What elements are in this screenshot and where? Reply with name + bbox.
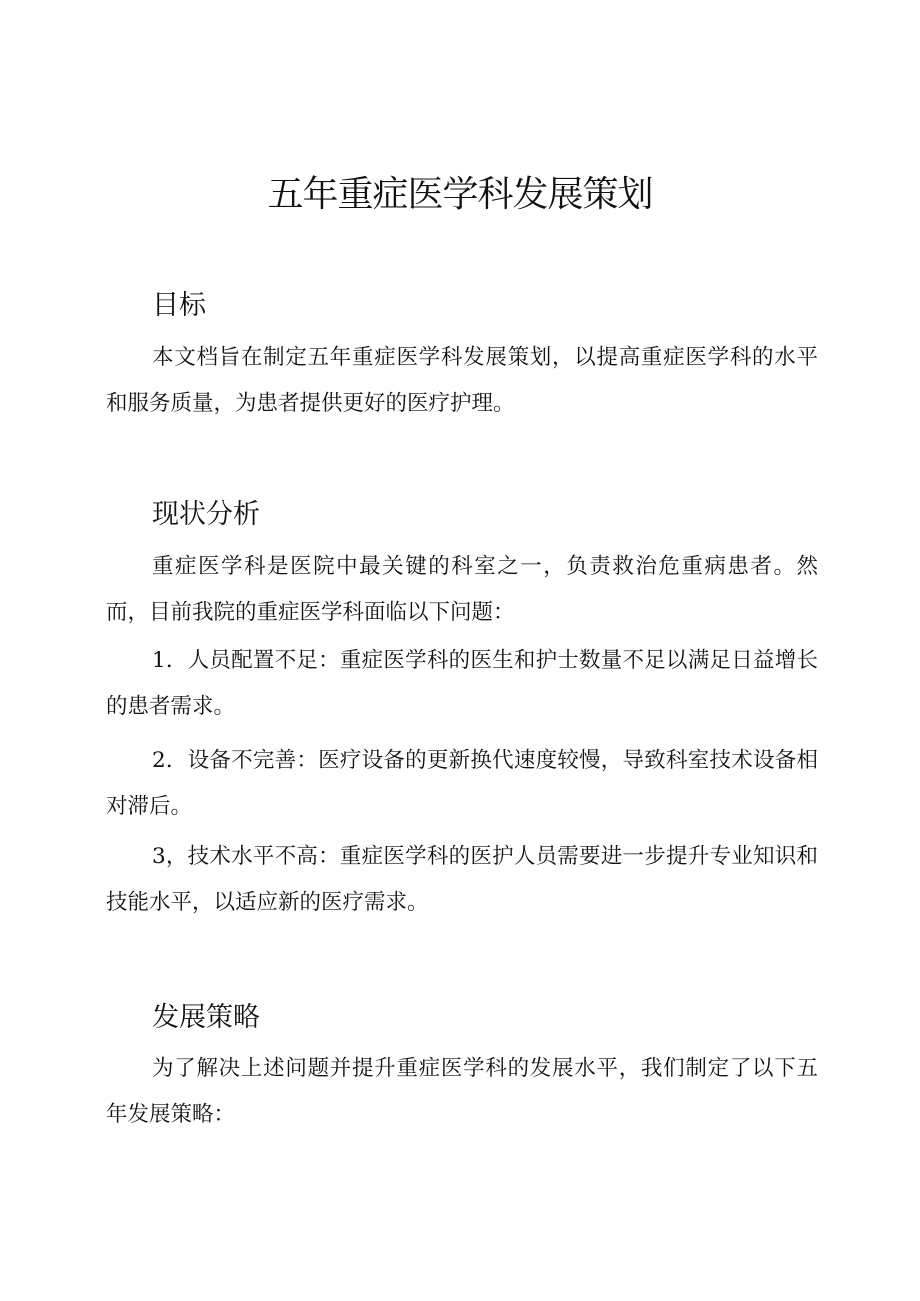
list-item-equipment: 2．设备不完善：医疗设备的更新换代速度较慢，导致科室技术设备相对滞后。 bbox=[106, 748, 818, 819]
section-heading-goal: 目标 bbox=[152, 290, 206, 321]
document-title: 五年重症医学科发展策划 bbox=[267, 174, 653, 215]
strategy-intro-paragraph: 为了解决上述问题并提升重症医学科的发展水平，我们制定了以下五年发展策略： bbox=[106, 1056, 818, 1127]
goal-paragraph: 本文档旨在制定五年重症医学科发展策划，以提高重症医学科的水平和服务质量，为患者提供更好的医疗护理。 bbox=[106, 345, 818, 416]
status-intro-paragraph: 重症医学科是医院中最关键的科室之一，负责救治危重病患者。然而，目前我院的重症医学科面临以下问题： bbox=[106, 554, 818, 625]
section-heading-strategy: 发展策略 bbox=[152, 1002, 260, 1033]
section-heading-status-analysis: 现状分析 bbox=[152, 499, 260, 530]
list-item-technical-level: 3，技术水平不高：重症医学科的医护人员需要进一步提升专业知识和技能水平，以适应新的医疗需求。 bbox=[106, 844, 818, 915]
list-item-staffing: 1．人员配置不足：重症医学科的医生和护士数量不足以满足日益增长的患者需求。 bbox=[106, 648, 818, 719]
